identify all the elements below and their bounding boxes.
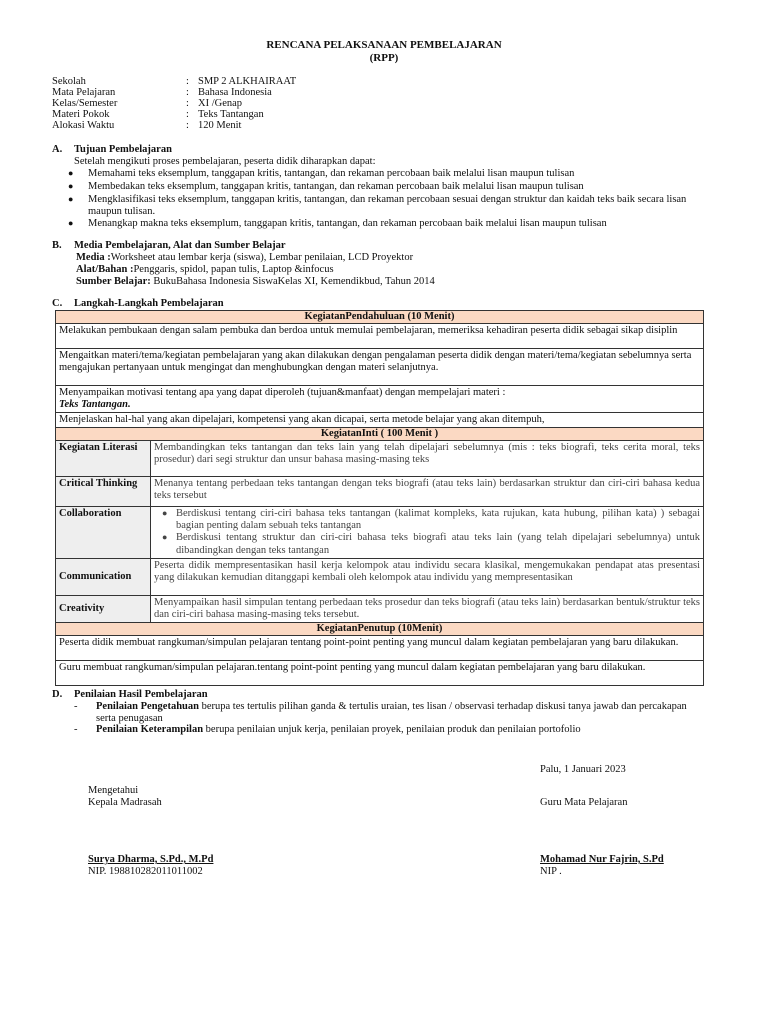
- penutup-row: Peserta didik membuat rangkuman/simpulan pelajaran tentang point-point penting yang muncul dalam kegiatan pembelajaran yang baru dilakukan.: [56, 635, 704, 660]
- bullet-icon: ●: [162, 532, 168, 543]
- activity-label: Communication: [56, 558, 151, 595]
- identity-colon: :: [186, 120, 189, 131]
- alat-line: [76, 264, 334, 276]
- identity-colon: :: [186, 109, 189, 120]
- principal-title: Kepala Madrasah: [88, 797, 162, 808]
- section-number: C.: [52, 298, 63, 309]
- pendahuluan-row: Melakukan pembukaan dengan salam pembuka dan berdoa untuk memulai pembelajaran, memeriksa kehadiran peserta didik sebagai sikap disiplin: [56, 324, 704, 349]
- activity-label: Collaboration: [56, 507, 151, 558]
- bullet-icon: ●: [68, 181, 74, 191]
- collaboration-item: [154, 532, 700, 556]
- activity-description-list: [151, 507, 704, 558]
- bullet-icon: ●: [162, 508, 168, 519]
- identity-colon: :: [186, 87, 189, 98]
- objective-text: Membedakan teks eksemplum, tanggapan kritis, tantangan, dan rekaman percobaan baik melalui lisan maupun tulisan: [88, 181, 584, 192]
- place-date: Palu, 1 Januari 2023: [540, 764, 626, 775]
- teacher-nip: NIP .: [540, 866, 562, 877]
- media-label: Media :: [76, 252, 111, 263]
- bullet-icon: ●: [68, 218, 74, 228]
- penutup-row: Guru membuat rangkuman/simpulan pelajaran.tentang point-point penting yang muncul dalam kegiatan pembelajaran yang baru dilakukan.: [56, 660, 704, 685]
- identity-label: Alokasi Waktu: [52, 120, 115, 131]
- pendahuluan-header: KegiatanPendahuluan (10 Menit): [56, 311, 704, 324]
- teacher-title: Guru Mata Pelajaran: [540, 797, 628, 808]
- identity-value: XI /Genap: [198, 98, 243, 109]
- penutup-header: KegiatanPenutup (10Menit): [56, 622, 704, 635]
- collaboration-text: Berdiskusi tentang ciri-ciri bahasa teks tantangan (kalimat kompleks, kata rujukan, kata hubung, pilihan kata) ) sebagai bagian penting dalam sebuah teks tantangan: [176, 508, 700, 532]
- media-value: Worksheet atau lembar kerja (siswa), Lembar penilaian, LCD Proyektor: [110, 252, 414, 263]
- identity-colon: :: [186, 98, 189, 109]
- objective-text: Mengklasifikasi teks eksemplum, tanggapan kritis, tantangan, dan rekaman percobaan sesuai dengan struktur dan kaidah teks baik secara lisan maupun tulisan.: [88, 194, 687, 218]
- collaboration-text: Berdiskusi tentang struktur dan ciri-ciri bahasa teks biografi atau teks lain (yang telah dipelajari sebelumnya) untuk dibandingkan dengan teks tantangan: [176, 532, 700, 556]
- section-title: Tujuan Pembelajaran: [74, 144, 172, 155]
- section-number: D.: [52, 689, 63, 700]
- activity-label: Critical Thinking: [56, 477, 151, 507]
- bullet-icon: ●: [68, 168, 74, 178]
- identity-value: Teks Tantangan: [198, 109, 264, 120]
- inti-header: KegiatanInti ( 100 Menit ): [56, 428, 704, 441]
- activity-label: Creativity: [56, 595, 151, 622]
- section-title: Penilaian Hasil Pembelajaran: [74, 689, 208, 700]
- pendahuluan-row-motivasi: [56, 386, 704, 413]
- identity-colon: :: [186, 76, 189, 87]
- section-a-heading: [52, 144, 172, 156]
- activity-label: Kegiatan Literasi: [56, 441, 151, 477]
- identity-value: 120 Menit: [198, 120, 242, 131]
- activity-description: Membandingkan teks tantangan dan teks lain yang telah dipelajari sebelumnya (mis : teks biografi, teks cerita moral, teks prosedur) dari segi struktur dan unsur bahasa masing-masing teks: [151, 441, 704, 477]
- identity-label: Sekolah: [52, 76, 86, 87]
- collaboration-item: [154, 508, 700, 532]
- activity-description: Menyampaikan hasil simpulan tentang perbedaan teks prosedur dan teks biografi (atau teks lain) berdasarkan bentuk/struktur teks dan ciri-ciri bahasa masing-masing teks tersebut.: [151, 595, 704, 622]
- objective-text: Menangkap makna teks eksemplum, tanggapan kritis, tantangan, dan rekaman percobaan baik melalui lisan maupun tulisan: [88, 218, 607, 229]
- dash-marker: -: [74, 701, 78, 712]
- acknowledged-label: Mengetahui: [88, 785, 139, 796]
- document-subtitle: (RPP): [369, 52, 399, 64]
- principal-nip: NIP. 198810282011011002: [88, 866, 203, 877]
- identity-label: Materi Pokok: [52, 109, 110, 120]
- pendahuluan-row: Mengaitkan materi/tema/kegiatan pembelajaran yang akan dilakukan dengan pengalaman peserta didik dengan materi/tema/kegiatan sebelumnya serta mengajukan pertanyaan untuk mengingat dan menghubungkan dengan materi selanjutnya.: [56, 349, 704, 386]
- section-c-heading: [52, 298, 224, 310]
- assessment-label: Penilaian Pengetahuan: [96, 701, 199, 712]
- document-title: RENCANA PELAKSANAAN PEMBELAJARAN: [266, 39, 502, 51]
- motivasi-text: Menyampaikan motivasi tentang apa yang dapat diperoleh (tujuan&manfaat) dengan mempelajari materi :: [59, 387, 506, 399]
- alat-value: Penggaris, spidol, papan tulis, Laptop &infocus: [133, 264, 334, 275]
- assessment-item: [96, 701, 706, 726]
- pendahuluan-row: Menjelaskan hal-hal yang akan dipelajari, kompetensi yang akan dicapai, serta metode belajar yang akan ditempuh,: [56, 413, 704, 428]
- objective-text: Memahami teks eksemplum, tanggapan kritis, tantangan, dan rekaman percobaan baik melalui lisan maupun tulisan: [88, 168, 575, 179]
- alat-label: Alat/Bahan :: [76, 264, 134, 275]
- assessment-label: Penilaian Keterampilan: [96, 724, 204, 735]
- motivasi-topic: Teks Tantangan.: [59, 399, 131, 411]
- identity-label: Mata Pelajaran: [52, 87, 116, 98]
- section-number: A.: [52, 144, 63, 155]
- assessment-text: berupa penilaian unjuk kerja, penilaian proyek, penilaian produk dan penilaian portofolio: [203, 724, 581, 735]
- section-number: B.: [52, 240, 62, 251]
- section-title: Langkah-Langkah Pembelajaran: [74, 298, 224, 309]
- media-line: [76, 252, 413, 264]
- sumber-label: Sumber Belajar:: [76, 276, 151, 287]
- learning-steps-table: [55, 310, 704, 686]
- sumber-line: [76, 276, 435, 288]
- activity-description: Menanya tentang perbedaan teks tantangan dengan teks biografi (atau teks lain) berdasarkan struktur dan ciri-ciri bahasa kedua teks tersebut: [151, 477, 704, 507]
- sumber-value: BukuBahasa Indonesia SiswaKelas XI, Kemendikbud, Tahun 2014: [150, 276, 435, 287]
- identity-label: Kelas/Semester: [52, 98, 118, 109]
- dash-marker: -: [74, 724, 78, 735]
- bullet-icon: ●: [68, 194, 74, 204]
- assessment-text: berupa tes tertulis pilihan ganda & tertulis uraian, tes lisan / observasi terhadap diskusi tanya jawab dan percakapan serta penugasan: [96, 701, 687, 725]
- section-title: Media Pembelajaran, Alat dan Sumber Belajar: [74, 240, 286, 251]
- section-a-intro: Setelah mengikuti proses pembelajaran, peserta didik diharapkan dapat:: [74, 156, 376, 167]
- section-d-heading: [52, 689, 208, 701]
- principal-name: Surya Dharma, S.Pd., M.Pd: [88, 854, 214, 865]
- identity-value: SMP 2 ALKHAIRAAT: [198, 76, 297, 87]
- activity-description: Peserta didik mempresentasikan hasil kerja kelompok atau individu secara klasikal, mengemukakan pendapat atas presentasi yang dilakukan kemudian ditanggapi kembali oleh kelompok atau individu yang mempresentasikan: [151, 558, 704, 595]
- assessment-item: [96, 724, 706, 736]
- teacher-name: Mohamad Nur Fajrin, S.Pd: [540, 854, 664, 865]
- identity-value: Bahasa Indonesia: [198, 87, 272, 98]
- section-b-heading: [52, 240, 286, 252]
